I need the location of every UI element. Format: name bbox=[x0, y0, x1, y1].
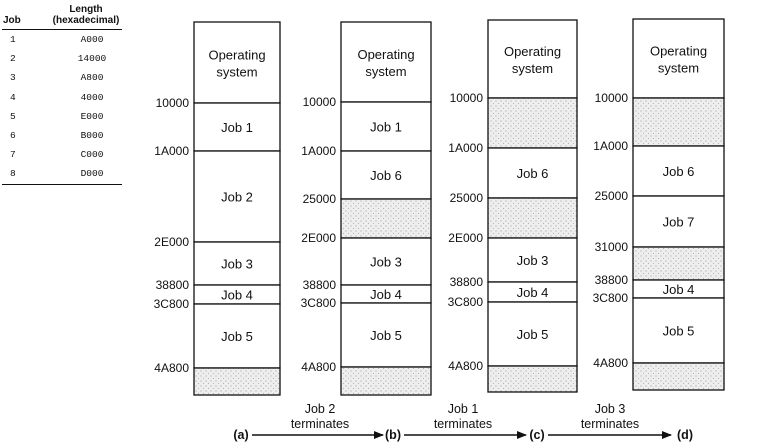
address-label: 3C800 bbox=[300, 296, 336, 310]
segment-label: Operating system bbox=[649, 43, 708, 76]
job-length-cell: E000 bbox=[80, 110, 104, 122]
segment-label: Job 3 bbox=[221, 256, 253, 272]
address-label: 2E000 bbox=[154, 235, 189, 249]
transition-arrow bbox=[548, 402, 671, 435]
job-length-cell: B000 bbox=[80, 130, 104, 142]
free-block bbox=[633, 247, 724, 280]
job-number-cell: 7 bbox=[10, 149, 16, 161]
job-number-cell: 3 bbox=[10, 72, 16, 84]
address-label: 38800 bbox=[594, 273, 628, 287]
address-label: 1A000 bbox=[301, 144, 336, 158]
memory-segment bbox=[341, 22, 431, 102]
transition-label-line1: Job 3 bbox=[594, 402, 626, 416]
segment-label: Job 6 bbox=[370, 168, 402, 183]
address-label: 25000 bbox=[594, 189, 628, 203]
job-length-cell: D000 bbox=[80, 168, 104, 180]
segment-label: Job 4 bbox=[516, 285, 549, 300]
address-label: 38800 bbox=[449, 275, 483, 289]
segment-label: Job 4 bbox=[370, 287, 402, 302]
segment-label: Job 6 bbox=[662, 164, 695, 179]
segment-label: Operating system bbox=[503, 44, 562, 76]
job-number-cell: 1 bbox=[10, 34, 16, 46]
memory-column-a bbox=[154, 22, 280, 442]
memory-segment bbox=[633, 19, 724, 98]
segment-label: Job 5 bbox=[662, 323, 695, 339]
segment-label: Job 5 bbox=[221, 329, 253, 344]
panel-caption-d: (d) bbox=[677, 428, 693, 442]
segment-label: Job 2 bbox=[221, 189, 253, 205]
address-label: 31000 bbox=[594, 240, 628, 254]
free-block bbox=[633, 98, 724, 146]
address-label: 2E000 bbox=[448, 231, 483, 245]
address-label: 38800 bbox=[302, 278, 336, 292]
length-header-line1: Length bbox=[69, 4, 103, 15]
free-block bbox=[194, 368, 280, 395]
free-block bbox=[488, 198, 577, 238]
segment-label: Operating system bbox=[357, 47, 415, 79]
transition-label-line1: Job 1 bbox=[447, 402, 479, 416]
address-label: 25000 bbox=[302, 192, 336, 206]
job-length-cell: C000 bbox=[80, 149, 104, 161]
address-label: 4A800 bbox=[301, 360, 336, 374]
segment-label: Job 1 bbox=[370, 119, 402, 135]
address-label: 10000 bbox=[449, 91, 483, 105]
memory-column-d bbox=[593, 19, 724, 442]
free-block bbox=[633, 363, 724, 390]
address-label: 38800 bbox=[155, 278, 189, 292]
panel-caption-a: (a) bbox=[233, 428, 249, 442]
job-number-cell: 4 bbox=[10, 91, 16, 103]
address-label: 10000 bbox=[594, 91, 628, 105]
memory-column-b bbox=[301, 22, 431, 442]
address-label: 4A800 bbox=[448, 359, 483, 373]
job-number-cell: 2 bbox=[10, 53, 16, 65]
address-label: 25000 bbox=[449, 191, 483, 205]
segment-label: Job 3 bbox=[516, 253, 549, 268]
transition-arrow bbox=[404, 402, 526, 435]
job-length-cell: 14000 bbox=[77, 53, 107, 65]
job-length-cell: A800 bbox=[80, 72, 104, 84]
transition-label-line1: Job 2 bbox=[304, 402, 336, 416]
segment-label: Operating system bbox=[208, 47, 266, 80]
address-label: 1A000 bbox=[448, 141, 483, 155]
address-label: 3C800 bbox=[592, 291, 628, 305]
length-header-line2: (hexadecimal) bbox=[52, 15, 120, 26]
address-label: 10000 bbox=[155, 96, 189, 110]
segment-label: Job 4 bbox=[662, 282, 695, 297]
address-label: 10000 bbox=[302, 95, 336, 109]
free-block bbox=[341, 199, 431, 238]
memory-segment bbox=[488, 20, 577, 98]
memory-segment bbox=[194, 22, 280, 103]
segment-label: Job 7 bbox=[662, 214, 695, 230]
job-length-cell: 4000 bbox=[80, 91, 104, 103]
segment-label: Job 5 bbox=[516, 327, 549, 342]
free-block bbox=[341, 367, 431, 395]
segment-label: Job 5 bbox=[370, 328, 402, 343]
address-label: 3C800 bbox=[153, 297, 189, 311]
free-block bbox=[488, 366, 577, 392]
address-label: 4A800 bbox=[154, 361, 189, 375]
job-number-cell: 8 bbox=[10, 168, 16, 180]
panel-caption-b: (b) bbox=[385, 428, 401, 442]
segment-label: Job 6 bbox=[516, 166, 549, 181]
address-label: 3C800 bbox=[447, 295, 483, 309]
transition-label-line2: terminates bbox=[290, 417, 350, 431]
job-number-cell: 5 bbox=[10, 110, 16, 122]
address-label: 4A800 bbox=[593, 356, 628, 370]
job-column-header: Job bbox=[3, 15, 21, 26]
free-block bbox=[488, 98, 577, 148]
transition-label-line2: terminates bbox=[433, 417, 493, 431]
job-length-cell: A000 bbox=[80, 34, 104, 46]
address-label: 1A000 bbox=[154, 144, 189, 158]
segment-label: Job 4 bbox=[221, 287, 253, 303]
segment-label: Job 1 bbox=[221, 120, 253, 135]
address-label: 2E000 bbox=[301, 231, 336, 245]
transition-arrow bbox=[252, 402, 383, 435]
transition-label-line2: terminates bbox=[580, 417, 640, 431]
memory-column-c bbox=[448, 20, 577, 442]
job-number-cell: 6 bbox=[10, 130, 16, 142]
panel-caption-c: (c) bbox=[529, 428, 545, 442]
address-label: 1A000 bbox=[593, 139, 628, 153]
segment-label: Job 3 bbox=[370, 254, 402, 270]
